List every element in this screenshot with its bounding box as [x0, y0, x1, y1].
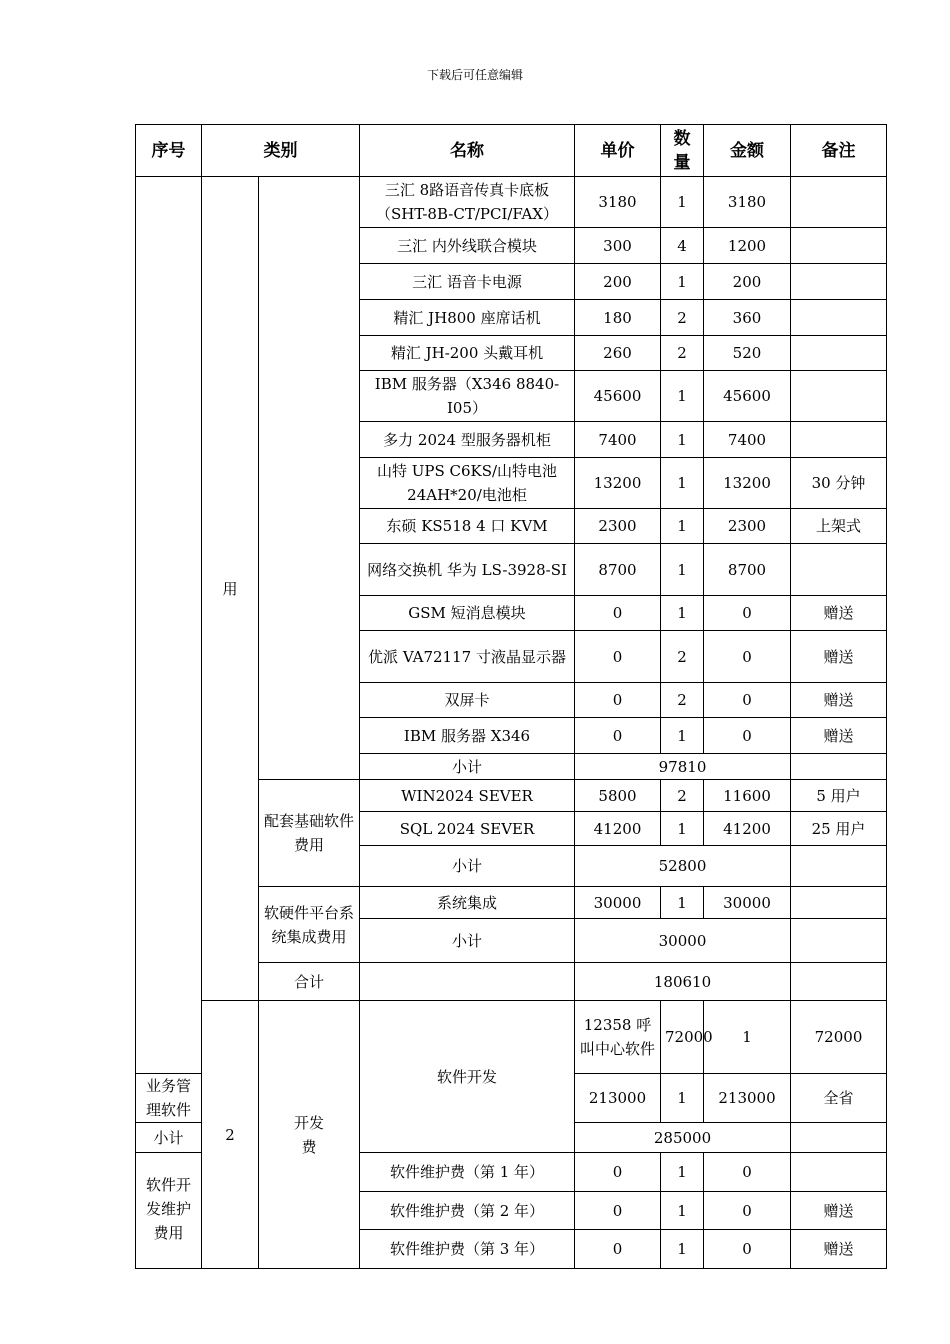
subtotal-value: 30000 — [575, 919, 791, 963]
col-header-qty: 数 量 — [661, 125, 704, 177]
item-price: 41200 — [575, 812, 661, 846]
item-qty: 1 — [661, 1230, 704, 1269]
item-amount: 7400 — [704, 422, 791, 458]
item-price: 0 — [575, 718, 661, 754]
item-price: 0 — [575, 1153, 661, 1192]
item-name: IBM 服务器（X346 8840-I05） — [360, 371, 575, 422]
col-header-price: 单价 — [575, 125, 661, 177]
budget-table — [135, 124, 887, 1269]
hardware-subcategory-cell — [259, 177, 360, 780]
item-amount: 213000 — [704, 1074, 791, 1123]
item-qty: 1 — [661, 1074, 704, 1123]
maintenance-subcategory-cell: 软件开发维护费用 — [136, 1153, 202, 1269]
col-header-name: 名称 — [360, 125, 575, 177]
item-note — [791, 371, 887, 422]
item-name: 12358 呼叫中心软件 — [575, 1001, 661, 1074]
integration-subcategory-cell: 软硬件平台系统集成费用 — [259, 887, 360, 963]
item-note — [791, 1123, 887, 1153]
item-amount: 0 — [704, 596, 791, 631]
item-price: 0 — [575, 1192, 661, 1230]
dev-subcategory-cell: 软件开发 — [360, 1001, 575, 1153]
total-value: 180610 — [575, 963, 791, 1001]
item-price: 300 — [575, 228, 661, 264]
item-qty: 1 — [661, 812, 704, 846]
item-price: 5800 — [575, 780, 661, 812]
item-qty: 4 — [661, 228, 704, 264]
item-note — [791, 300, 887, 336]
subtotal-label: 小计 — [360, 754, 575, 780]
total-empty — [360, 963, 575, 1001]
item-name: 精汇 JH800 座席话机 — [360, 300, 575, 336]
item-amount: 45600 — [704, 371, 791, 422]
subtotal-value: 285000 — [575, 1123, 791, 1153]
item-name: WIN2024 SEVER — [360, 780, 575, 812]
item-name: 三汇 8路语音传真卡底板（SHT-8B-CT/PCI/FAX） — [360, 177, 575, 228]
item-qty: 1 — [661, 371, 704, 422]
section1-no-cell — [136, 177, 202, 1074]
item-name: 三汇 语音卡电源 — [360, 264, 575, 300]
item-amount: 360 — [704, 300, 791, 336]
item-qty: 1 — [661, 264, 704, 300]
item-price: 0 — [575, 596, 661, 631]
item-note — [791, 228, 887, 264]
item-amount: 2300 — [704, 509, 791, 544]
item-amount: 0 — [704, 1153, 791, 1192]
item-price: 8700 — [575, 544, 661, 596]
item-note — [791, 754, 887, 780]
subtotal-label: 小计 — [360, 919, 575, 963]
item-note: 25 用户 — [791, 812, 887, 846]
item-qty: 2 — [661, 780, 704, 812]
item-amount: 3180 — [704, 177, 791, 228]
item-amount: 0 — [704, 1192, 791, 1230]
item-amount: 11600 — [704, 780, 791, 812]
item-amount: 8700 — [704, 544, 791, 596]
item-price: 13200 — [575, 458, 661, 509]
item-amount: 72000 — [791, 1001, 887, 1074]
item-note — [791, 963, 887, 1001]
table-row — [136, 1001, 887, 1074]
item-name: 精汇 JH-200 头戴耳机 — [360, 336, 575, 371]
item-note: 全省 — [791, 1074, 887, 1123]
item-name: 业务管理软件 — [136, 1074, 202, 1123]
item-name: 双屏卡 — [360, 683, 575, 718]
item-note — [791, 544, 887, 596]
item-name: 山特 UPS C6KS/山特电池 24AH*20/电池柜 — [360, 458, 575, 509]
item-price: 180 — [575, 300, 661, 336]
item-qty: 1 — [661, 458, 704, 509]
item-amount: 0 — [704, 631, 791, 683]
item-note — [791, 264, 887, 300]
item-qty: 1 — [661, 718, 704, 754]
item-name: GSM 短消息模块 — [360, 596, 575, 631]
item-note: 上架式 — [791, 509, 887, 544]
item-amount: 0 — [704, 683, 791, 718]
subtotal-label: 小计 — [360, 846, 575, 887]
item-qty: 1 — [704, 1001, 791, 1074]
item-note: 赠送 — [791, 683, 887, 718]
subtotal-value: 97810 — [575, 754, 791, 780]
item-name: 多力 2024 型服务器机柜 — [360, 422, 575, 458]
item-name: SQL 2024 SEVER — [360, 812, 575, 846]
table-row — [136, 177, 887, 228]
subtotal-value: 52800 — [575, 846, 791, 887]
item-price: 0 — [575, 631, 661, 683]
item-note: 赠送 — [791, 596, 887, 631]
item-price: 7400 — [575, 422, 661, 458]
item-amount: 0 — [704, 718, 791, 754]
item-qty: 1 — [661, 596, 704, 631]
item-qty: 1 — [661, 422, 704, 458]
item-note — [791, 336, 887, 371]
item-amount: 200 — [704, 264, 791, 300]
col-header-note: 备注 — [791, 125, 887, 177]
section2-category-cell: 开发费 — [259, 1001, 360, 1269]
item-note — [791, 1153, 887, 1192]
item-price: 0 — [575, 683, 661, 718]
item-qty: 2 — [661, 300, 704, 336]
item-note — [791, 887, 887, 919]
item-qty: 1 — [661, 544, 704, 596]
item-qty: 2 — [661, 683, 704, 718]
col-header-category: 类别 — [202, 125, 360, 177]
item-amount: 1200 — [704, 228, 791, 264]
item-amount: 41200 — [704, 812, 791, 846]
item-amount: 520 — [704, 336, 791, 371]
item-note — [791, 846, 887, 887]
item-price: 200 — [575, 264, 661, 300]
item-name: 软件维护费（第 2 年） — [360, 1192, 575, 1230]
item-price: 3180 — [575, 177, 661, 228]
item-price: 0 — [575, 1230, 661, 1269]
item-note: 赠送 — [791, 1230, 887, 1269]
item-qty: 1 — [661, 177, 704, 228]
col-header-amount: 金额 — [704, 125, 791, 177]
item-price: 213000 — [575, 1074, 661, 1123]
item-qty: 2 — [661, 336, 704, 371]
item-name: 三汇 内外线联合模块 — [360, 228, 575, 264]
item-note: 赠送 — [791, 718, 887, 754]
item-qty: 1 — [661, 887, 704, 919]
item-qty: 1 — [661, 509, 704, 544]
item-note — [791, 422, 887, 458]
section1-category-cell: 用 — [202, 177, 259, 1001]
software-subcategory-cell: 配套基础软件费用 — [259, 780, 360, 887]
item-price: 45600 — [575, 371, 661, 422]
item-note: 赠送 — [791, 1192, 887, 1230]
item-amount: 30000 — [704, 887, 791, 919]
header-row — [136, 125, 887, 177]
item-name: 优派 VA72117 寸液晶显示器 — [360, 631, 575, 683]
item-note: 赠送 — [791, 631, 887, 683]
subtotal-label: 小计 — [136, 1123, 202, 1153]
item-price: 30000 — [575, 887, 661, 919]
total-label: 合计 — [259, 963, 360, 1001]
item-note: 30 分钟 — [791, 458, 887, 509]
item-amount: 13200 — [704, 458, 791, 509]
item-note: 5 用户 — [791, 780, 887, 812]
item-qty: 1 — [661, 1192, 704, 1230]
item-note — [791, 919, 887, 963]
section2-no-cell: 2 — [202, 1001, 259, 1269]
item-name: IBM 服务器 X346 — [360, 718, 575, 754]
item-qty: 2 — [661, 631, 704, 683]
item-price: 2300 — [575, 509, 661, 544]
item-note — [791, 177, 887, 228]
item-name: 系统集成 — [360, 887, 575, 919]
item-name: 东硕 KS518 4 口 KVM — [360, 509, 575, 544]
item-qty: 1 — [661, 1153, 704, 1192]
item-name: 网络交换机 华为 LS-3928-SI — [360, 544, 575, 596]
col-header-no: 序号 — [136, 125, 202, 177]
item-name: 软件维护费（第 1 年） — [360, 1153, 575, 1192]
item-price: 72000 — [661, 1001, 704, 1074]
item-price: 260 — [575, 336, 661, 371]
item-amount: 0 — [704, 1230, 791, 1269]
page-header-note: 下载后可任意编辑 — [426, 68, 523, 82]
item-name: 软件维护费（第 3 年） — [360, 1230, 575, 1269]
